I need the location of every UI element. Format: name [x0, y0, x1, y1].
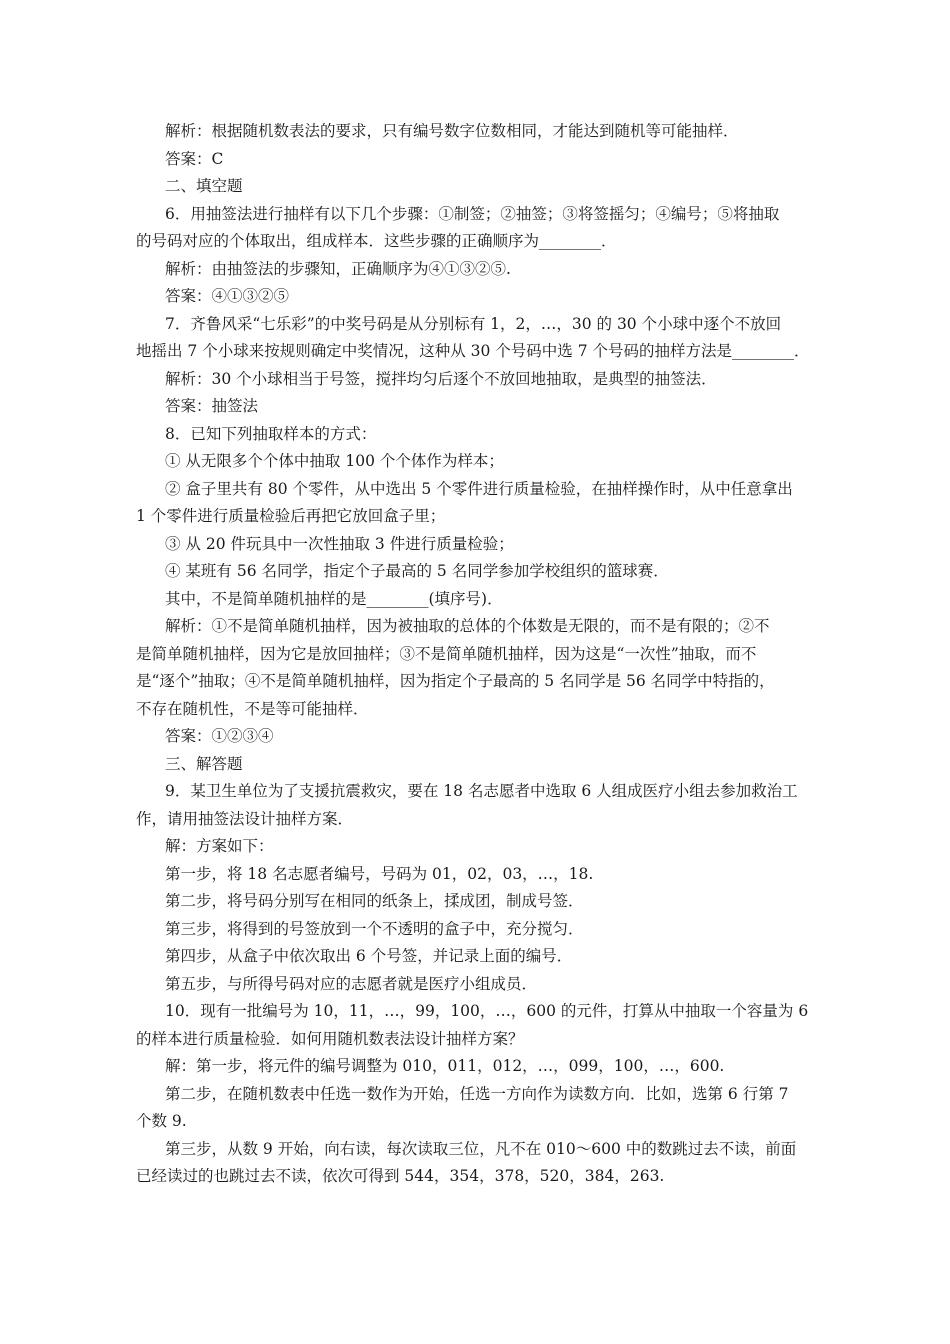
answer-5: 答案：C	[165, 149, 224, 168]
answer-8: 答案：①②③④	[165, 727, 274, 745]
question-6-line-1: 6．用抽签法进行抽样有以下几个步骤：①制签；②抽签；③将签摇匀；④编号；⑤将抽取	[165, 204, 780, 223]
question-10-line-2: 的样本进行质量检验．如何用随机数表法设计抽样方案？	[136, 1029, 524, 1048]
solution-9-intro: 解：方案如下：	[165, 837, 274, 855]
solution-9-step-5: 第五步，与所得号码对应的志愿者就是医疗小组成员．	[165, 974, 538, 993]
analysis-8-line-1: 解析：①不是简单随机抽样，因为被抽取的总体的个体数是无限的，而不是有限的；②不	[165, 617, 770, 635]
document-page	[136, 118, 836, 1191]
analysis-7: 解析：30 个小球相当于号签，搅拌均匀后逐个不放回地抽取，是典型的抽签法．	[165, 369, 717, 388]
answer-7: 答案：抽签法	[165, 397, 259, 415]
question-7-line-2: 地摇出 7 个小球来按规则确定中奖情况，这种从 30 个号码中选 7 个号码的抽样方法是________．	[136, 342, 810, 360]
solution-9-step-3: 第三步，将得到的号签放到一个不透明的盒子中，充分搅匀．	[165, 919, 584, 938]
analysis-5: 解析：根据随机数表法的要求，只有编号数字位数相同，才能达到随机等可能抽样．	[165, 122, 739, 140]
solution-10-step-2-line-2: 个数 9.	[136, 1112, 187, 1130]
question-8-prompt: 其中，不是简单随机抽样的是________(填序号)．	[165, 589, 503, 608]
question-7-line-1: 7．齐鲁风采“七乐彩”的中奖号码是从分别标有 1，2，…，30 的 30 个小球中逐个不放回	[165, 314, 782, 333]
answer-6: 答案：④①③②⑤	[165, 287, 290, 305]
section-heading-fill-in: 二、填空题	[165, 177, 243, 195]
solution-10-step-1: 解：第一步，将元件的编号调整为 010，011，012，…，099，100，…，600.	[165, 1057, 725, 1075]
question-10-line-1: 10．现有一批编号为 10，11，…，99，100，…，600 的元件，打算从中抽取一个容量为 6	[165, 1002, 809, 1020]
analysis-8-line-4: 不存在随机性，不是等可能抽样．	[136, 699, 369, 718]
solution-10-step-3-line-1: 第三步，从数 9 开始，向右读，每次读取三位，凡不在 010～600 中的数跳过去不读，前面	[165, 1139, 797, 1158]
solution-10-step-2-line-1: 第二步，在随机数表中任选一数作为开始，任选一方向作为读数方向．比如，选第 6 行第 7	[165, 1084, 789, 1103]
analysis-8-line-3: 是“逐个”抽取；④不是简单随机抽样，因为指定个子最高的 5 名同学是 56 名同学中特指的，	[136, 672, 775, 690]
solution-10-step-3-line-2: 已经读过的也跳过去不读，依次可得到 544，354，378，520，384，263.	[136, 1167, 665, 1185]
solution-9-step-2: 第二步，将号码分别写在相同的纸条上，揉成团，制成号签．	[165, 892, 584, 910]
question-8-option-2-line-1: ② 盒子里共有 80 个零件，从中选出 5 个零件进行质量检验，在抽样操作时，从中任意拿出	[165, 479, 793, 498]
analysis-8-line-2: 是简单随机抽样，因为它是放回抽样；③不是简单随机抽样，因为这是“一次性”抽取，而不	[136, 644, 757, 663]
solution-9-step-1: 第一步，将 18 名志愿者编号，号码为 01，02，03，…，18.	[165, 864, 594, 883]
question-8-option-3: ③ 从 20 件玩具中一次性抽取 3 件进行质量检验；	[165, 534, 514, 553]
question-8-stem: 8．已知下列抽取样本的方式：	[165, 424, 377, 443]
question-9-line-1: 9．某卫生单位为了支援抗震救灾，要在 18 名志愿者中选取 6 人组成医疗小组去参加救治工	[165, 782, 798, 800]
question-8-option-4: ④ 某班有 56 名同学，指定个子最高的 5 名同学参加学校组织的篮球赛．	[165, 562, 669, 580]
analysis-6: 解析：由抽签法的步骤知，正确顺序为④①③②⑤.	[165, 259, 511, 278]
solution-9-step-4: 第四步，从盒子中依次取出 6 个号签，并记录上面的编号．	[165, 947, 573, 965]
section-heading-solve: 三、解答题	[165, 754, 243, 773]
question-8-option-2-line-2: 1 个零件进行质量检验后再把它放回盒子里；	[136, 507, 446, 525]
question-8-option-1: ① 从无限多个个体中抽取 100 个个体作为样本；	[165, 452, 504, 470]
question-9-line-2: 作，请用抽签法设计抽样方案．	[136, 809, 354, 828]
question-6-line-2: 的号码对应的个体取出，组成样本．这些步骤的正确顺序为________．	[136, 232, 617, 250]
